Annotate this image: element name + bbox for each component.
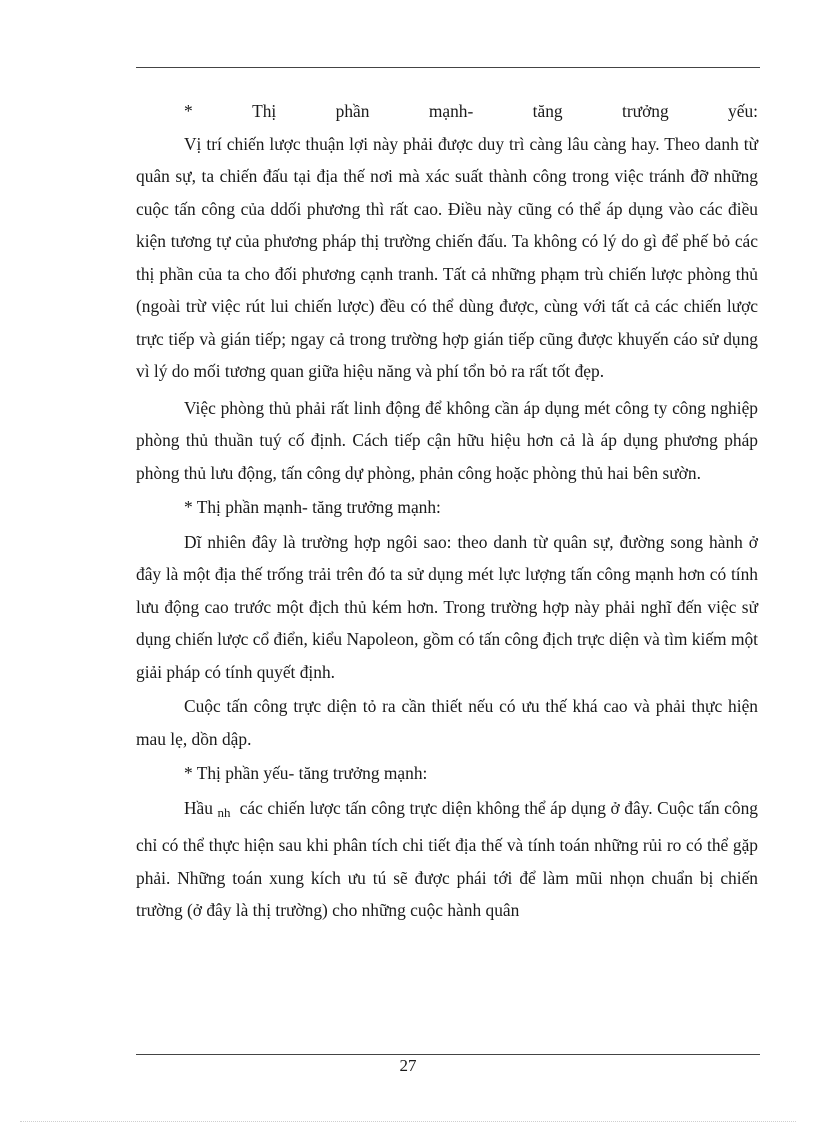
page-number: 27	[399, 1056, 417, 1075]
heading-word: phần	[335, 101, 370, 121]
paragraph-5-rest: các chiến lược tấn công trực diện không thể áp dụng ở đây. Cuộc tấn công chỉ có thể thực hiện sau khi phân tích chi tiết địa thế và tính toán những rủi ro có thể gặp phải. Những toán xung kích ưu tú sẽ được phái tới để làm mũi nhọn chuẩn bị chiến trường (ở đây là thị trường) cho những cuộc hành quân	[136, 797, 758, 920]
heading-weak-share-strong-growth: * Thị phần yếu- tăng trưởng mạnh:	[184, 763, 428, 783]
paragraph-2: Việc phòng thủ phải rất linh động để không cần áp dụng mét công ty công nghiệp phòng thủ thuần tuý cố định. Cách tiếp cận hữu hiệu hơn cả là áp dụng phương pháp phòng thủ lưu động, tấn công dự phòng, phản công hoặc phòng thủ hai bên sườn.	[136, 397, 758, 483]
heading-word: yếu:	[728, 101, 758, 121]
heading-word: *	[184, 101, 193, 121]
heading-strong-share-strong-growth: * Thị phần mạnh- tăng trưởng mạnh:	[184, 497, 441, 517]
document-body	[136, 95, 758, 927]
heading-word: tăng	[532, 101, 563, 121]
paragraph-3: Dĩ nhiên đây là trường hợp ngôi sao: theo danh từ quân sự, đường song hành ở đây là một địa thế trống trải trên đó ta sử dụng mét lực lượng tấn công mạnh hơn có tính lưu động cao trước một địch thủ kém hơn. Trong trường hợp này phải nghĩ đến việc sử dụng chiến lược cổ điển, kiểu Napoleon, gồm có tấn công địch trực diện và tìm kiếm một giải pháp có tính quyết định.	[136, 531, 758, 682]
heading-word: Thị	[252, 101, 277, 121]
page-edge-dots	[20, 1121, 796, 1122]
paragraph-5-fragment: nh	[217, 804, 231, 820]
header-rule	[136, 67, 760, 68]
paragraph-1: Vị trí chiến lược thuận lợi này phải được duy trì càng lâu càng hay. Theo danh từ quân sự, ta chiến đấu tại địa thế nơi mà xác suất thành công trong việc tránh đỡ những cuộc tấn công của ddối phương thì rất cao. Điều này cũng có thể áp dụng vào các điều kiện tương tự của phương pháp thị trường chiến đấu. Ta không có lý do gì để phế bỏ các thị phần của ta cho đối phương cạnh tranh. Tất cả những phạm trù chiến lược phòng thủ (ngoài trừ việc rút lui chiến lược) đều có thể dùng được, cùng với tất cả các chiến lược trực tiếp và gián tiếp; ngay cả trong trường hợp gián tiếp cũng được khuyến cáo sử dụng vì lý do mối tương quan giữa hiệu năng và phí tổn bỏ ra rất tốt đẹp.	[136, 133, 758, 381]
paragraph-4: Cuộc tấn công trực diện tỏ ra cần thiết nếu có ưu thế khá cao và phải thực hiện mau lẹ, dồn dập.	[136, 696, 758, 749]
footer-rule	[136, 1054, 760, 1055]
paragraph-5	[136, 792, 758, 927]
heading-strong-share-weak-growth	[136, 95, 758, 128]
heading-word: trưởng	[622, 101, 669, 121]
paragraph-5-start: Hầu	[184, 797, 213, 818]
heading-word: mạnh-	[428, 101, 474, 121]
